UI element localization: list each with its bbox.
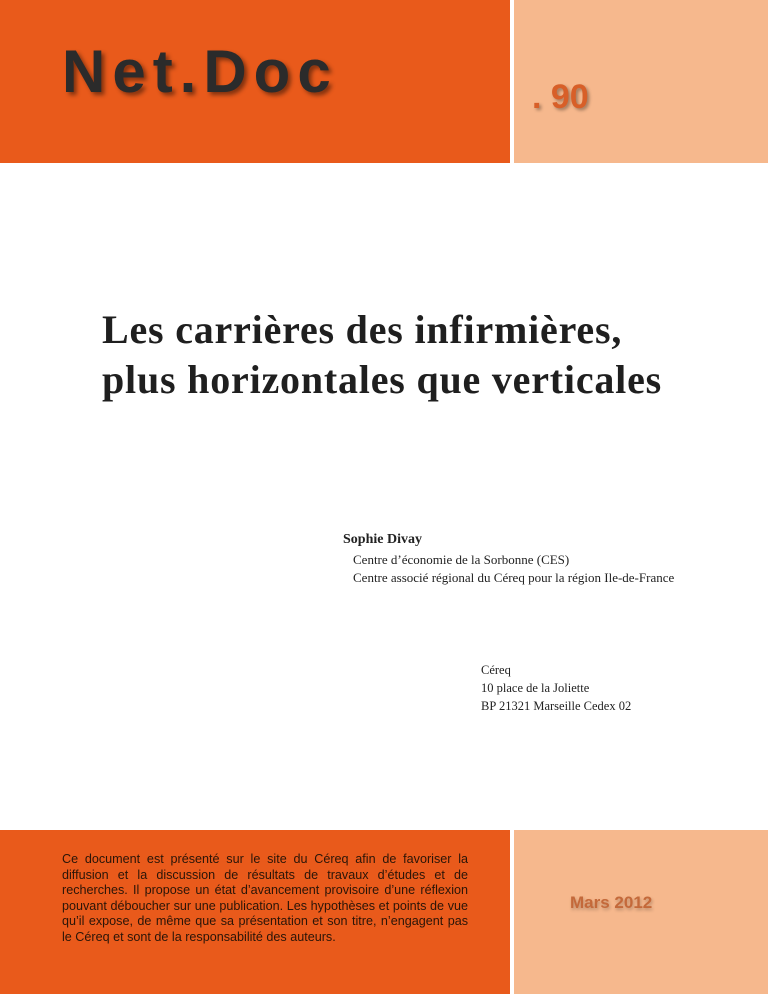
title-line-1: Les carrières des infirmières,: [102, 307, 623, 352]
disclaimer-text: Ce document est présenté sur le site du Céreq afin de favoriser la diffusion et la discussion de résultats de travaux d’études et de recherches. Il propose un état d’avancement provisoire d’une réflexion pouvant déboucher sur une publication. Les hypothèses et points de vue qu’il expose, de même que sa présentation et son titre, n’engagent pas le Céreq et sont de la responsabilité des auteurs.: [62, 852, 468, 944]
address-line: 10 place de la Joliette: [481, 681, 590, 695]
document-title: [102, 305, 752, 405]
author-affiliation: Centre d’économie de la Sorbonne (CES): [353, 552, 570, 567]
title-line-2: plus horizontales que verticales: [102, 357, 663, 402]
author-block: [343, 532, 753, 588]
header-band-orange: [0, 0, 510, 163]
author-affiliation: Centre associé régional du Céreq pour la région Ile-de-France: [353, 570, 675, 585]
publication-date: Mars 2012: [570, 893, 653, 912]
author-name: Sophie Divay: [343, 532, 422, 547]
brand-logo: Net.Doc: [62, 38, 338, 105]
address-line: BP 21321 Marseille Cedex 02: [481, 699, 632, 713]
address-line: Céreq: [481, 663, 511, 677]
publisher-address: [481, 661, 751, 715]
issue-number: . 90: [532, 78, 589, 116]
